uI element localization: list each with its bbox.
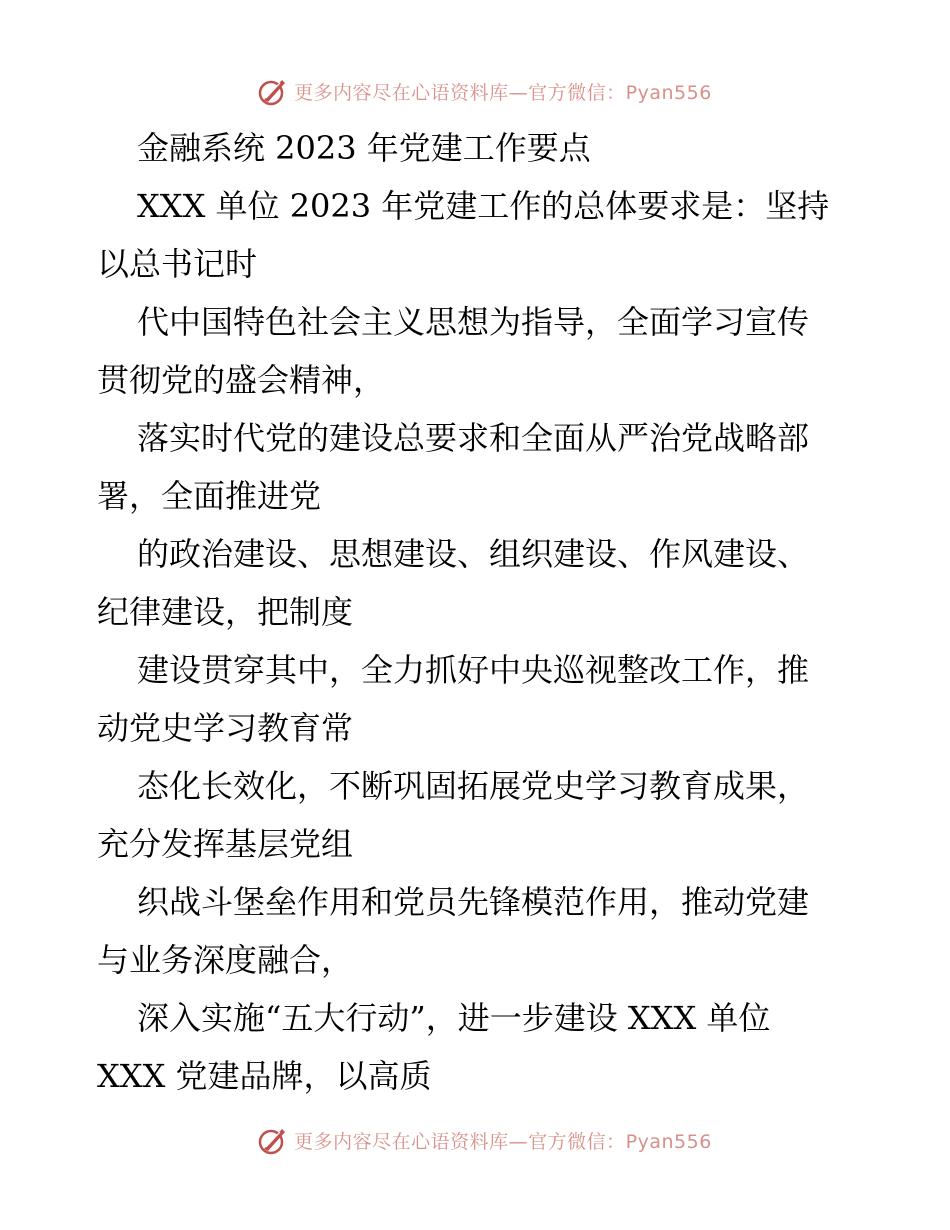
quill-logo-icon xyxy=(256,74,290,108)
watermark-text: 更多内容尽在心语资料库—官方微信：Pyan556 xyxy=(294,1130,712,1153)
text-line: 以总书记时 xyxy=(97,245,258,283)
watermark-header xyxy=(0,71,950,111)
text-line: XXX 单位 2023 年党建工作的总体要求是：坚持 xyxy=(137,187,830,225)
text-line: 织战斗堡垒作用和党员先锋模范作用，推动党建 xyxy=(137,883,810,921)
text-line: 落实时代党的建设总要求和全面从严治党战略部 xyxy=(137,419,810,457)
text-line: 动党史学习教育常 xyxy=(97,709,354,747)
watermark-footer xyxy=(0,1120,950,1160)
text-line: 充分发挥基层党组 xyxy=(97,825,354,863)
text-line: 贯彻党的盛会精神， xyxy=(97,361,386,399)
text-line: XXX 党建品牌，以高质 xyxy=(97,1057,432,1095)
text-line: 态化长效化，不断巩固拓展党史学习教育成果， xyxy=(137,767,810,805)
text-line: 建设贯穿其中，全力抓好中央巡视整改工作，推 xyxy=(137,651,810,689)
text-line: 代中国特色社会主义思想为指导，全面学习宣传 xyxy=(137,303,810,341)
watermark-text: 更多内容尽在心语资料库—官方微信：Pyan556 xyxy=(294,81,712,104)
quill-logo-icon xyxy=(256,1123,290,1157)
text-line: 深入实施“五大行动”，进一步建设 XXX 单位 xyxy=(137,999,771,1037)
text-line: 的政治建设、思想建设、组织建设、作风建设、 xyxy=(137,535,810,573)
text-line: 与业务深度融合， xyxy=(97,941,354,979)
text-line: 署，全面推进党 xyxy=(97,477,322,515)
text-line: 纪律建设，把制度 xyxy=(97,593,354,631)
document-title: 金融系统 2023 年党建工作要点 xyxy=(137,129,591,167)
